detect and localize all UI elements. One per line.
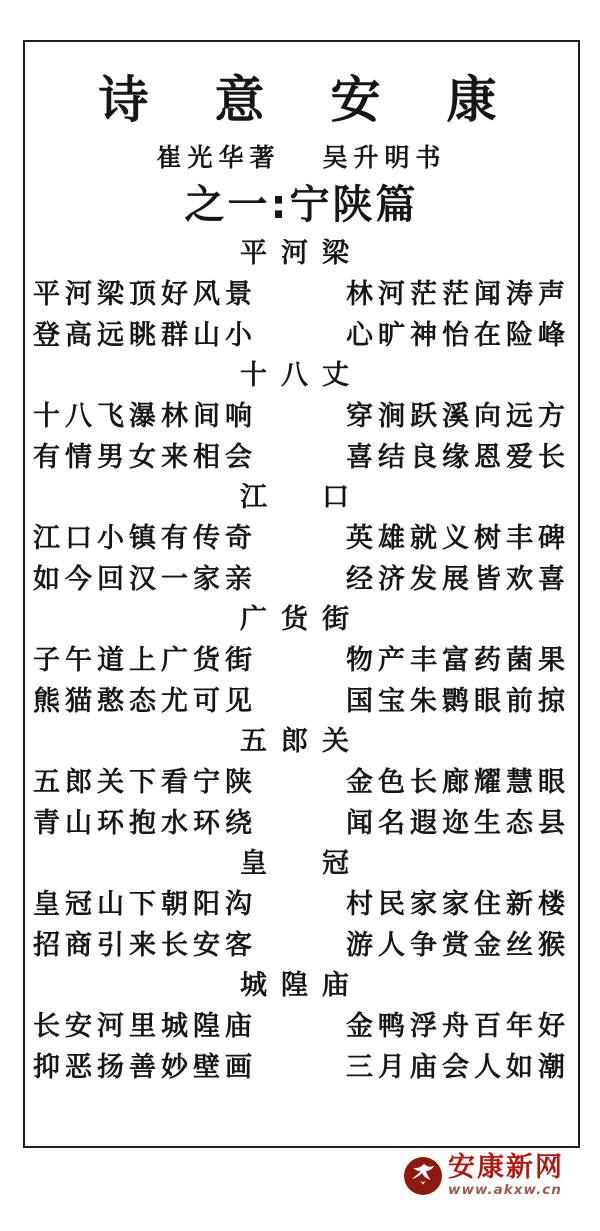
hemistich-right: 金色长廊耀慧眼	[346, 767, 570, 798]
poem-line	[25, 1006, 578, 1047]
hemistich-right: 林河茫茫闻涛声	[346, 279, 570, 310]
poem-line	[25, 1047, 578, 1088]
hemistich-left: 有情男女来相会	[33, 442, 257, 473]
hemistich-right: 金鸭浮舟百年好	[346, 1011, 570, 1042]
hemistich-right: 三月庙会人如潮	[346, 1052, 570, 1083]
hemistich-left: 十八飞瀑林间响	[33, 401, 257, 432]
poem-line	[25, 559, 578, 600]
poem-section	[25, 356, 578, 478]
calligrapher-credit: 吴升明书	[322, 143, 447, 172]
watermark-text	[448, 1153, 564, 1198]
document-frame	[23, 40, 580, 1148]
poem-section	[25, 966, 578, 1088]
hemistich-right: 穿涧跃溪向远方	[346, 401, 570, 432]
page-title: 诗 意 安 康	[98, 71, 505, 129]
hemistich-left: 皇冠山下朝阳沟	[33, 889, 257, 920]
poem-section	[25, 722, 578, 844]
hemistich-right: 闻名遐迩生态县	[346, 808, 570, 839]
poem-line	[25, 762, 578, 803]
hemistich-right: 心旷神怡在险峰	[346, 320, 570, 351]
section-heading: 江 口	[240, 482, 363, 513]
site-name: 安康新网	[448, 1152, 564, 1183]
poem-line	[25, 803, 578, 844]
hemistich-right: 英雄就义树丰碑	[346, 523, 570, 554]
hemistich-right: 村民家家住新楼	[346, 889, 570, 920]
hemistich-left: 抑恶扬善妙壁画	[33, 1052, 257, 1083]
hemistich-left: 青山环抱水环绕	[33, 808, 257, 839]
author-credit: 崔光华著	[156, 143, 281, 172]
hemistich-left: 子午道上广货街	[33, 645, 257, 676]
hemistich-left: 平河梁顶好风景	[33, 279, 257, 310]
poem-section	[25, 844, 578, 966]
poem-section	[25, 234, 578, 356]
poem-line	[25, 518, 578, 559]
poem-line	[25, 884, 578, 925]
poem-line	[25, 681, 578, 722]
site-url: www.akxw.cn	[448, 1182, 562, 1198]
poem-line	[25, 925, 578, 966]
hemistich-left: 登高远眺群山小	[33, 320, 257, 351]
site-watermark	[404, 1153, 564, 1198]
hemistich-left: 江口小镇有传奇	[33, 523, 257, 554]
poem-line	[25, 437, 578, 478]
bird-icon	[408, 1159, 438, 1193]
chapter-title: 之一:宁陕篇	[184, 182, 419, 228]
byline	[25, 140, 578, 176]
poem-section	[25, 478, 578, 600]
hemistich-left: 如今回汉一家亲	[33, 564, 257, 595]
hemistich-left: 招商引来长安客	[33, 930, 257, 961]
hemistich-right: 物产丰富药菌果	[346, 645, 570, 676]
poem-line	[25, 315, 578, 356]
section-heading: 十八丈	[240, 360, 363, 391]
site-logo	[404, 1157, 442, 1195]
hemistich-left: 五郎关下看宁陕	[33, 767, 257, 798]
hemistich-left: 长安河里城隍庙	[33, 1011, 257, 1042]
hemistich-right: 国宝朱鹮眼前掠	[346, 686, 570, 717]
section-heading: 皇 冠	[240, 848, 363, 879]
poem-line	[25, 640, 578, 681]
hemistich-right: 游人争赏金丝猴	[346, 930, 570, 961]
hemistich-left: 熊猫憨态尤可见	[33, 686, 257, 717]
section-heading: 平河梁	[240, 238, 363, 269]
hemistich-right: 喜结良缘恩爱长	[346, 442, 570, 473]
poem-line	[25, 274, 578, 315]
section-heading: 广货街	[240, 604, 363, 635]
poem-line	[25, 396, 578, 437]
poem-section	[25, 600, 578, 722]
section-heading: 城隍庙	[240, 970, 363, 1001]
hemistich-right: 经济发展皆欢喜	[346, 564, 570, 595]
section-heading: 五郎关	[240, 726, 363, 757]
